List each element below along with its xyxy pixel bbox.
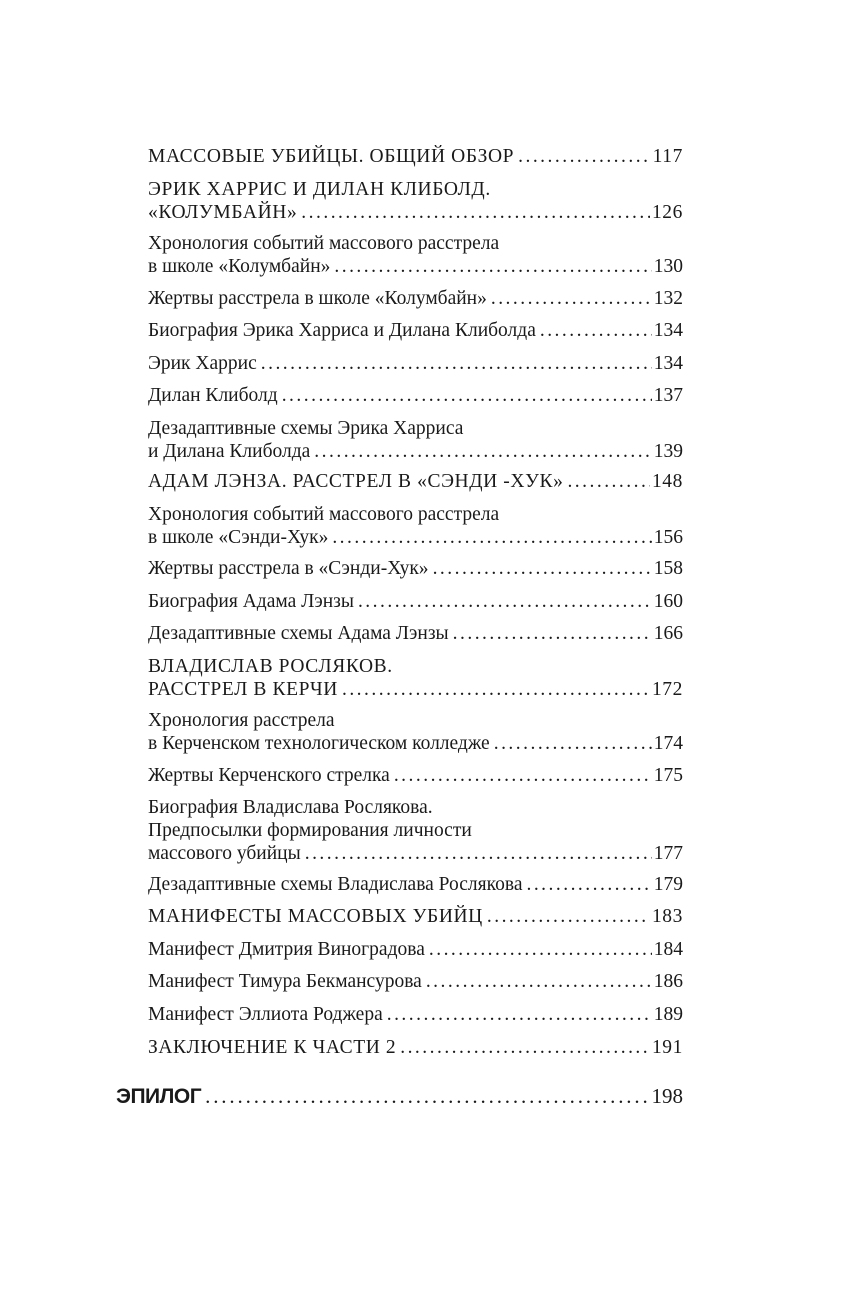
toc-entry-title: Манифест Тимура Бекмансурова — [148, 971, 422, 992]
toc-entry — [148, 622, 683, 645]
toc-entry — [148, 796, 683, 865]
dot-leader — [429, 938, 652, 961]
toc-entry — [148, 764, 683, 787]
dot-leader — [526, 873, 651, 896]
toc-entry-page: 189 — [653, 1004, 683, 1025]
toc-entry-title: МАССОВЫЕ УБИЙЦЫ. ОБЩИЙ ОБЗОР — [148, 146, 515, 167]
toc-entry — [148, 557, 683, 580]
toc-entry-title-line: Хронология событий массового расстрела — [148, 504, 500, 525]
toc-entry — [148, 145, 683, 168]
toc-entry-title: Биография Эрика Харриса и Дилана Клиболда — [148, 320, 536, 341]
toc-entry-title-line: Предпосылки формирования личности — [148, 820, 472, 841]
toc-entry-title-line: Хронология событий массового расстрела — [148, 233, 500, 254]
toc-entry-page: 148 — [651, 471, 683, 492]
dot-leader — [567, 470, 650, 493]
toc-entry — [148, 352, 683, 375]
toc-entry-title: в Керченском технологическом колледже — [148, 733, 490, 754]
toc-entry-title: АДАМ ЛЭНЗА. РАССТРЕЛ В «СЭНДИ -ХУК» — [148, 471, 564, 492]
toc-entry-page: 134 — [653, 320, 683, 341]
toc-entry — [148, 287, 683, 310]
toc-entry-title-line: Биография Владислава Рослякова. — [148, 797, 433, 818]
dot-leader — [358, 590, 652, 613]
toc-entry — [148, 384, 683, 407]
toc-entry — [148, 232, 683, 278]
toc-epilog-entry — [116, 1083, 683, 1110]
dot-leader — [487, 905, 650, 928]
dot-leader — [314, 440, 651, 463]
toc-entry-page: 177 — [653, 843, 683, 864]
toc-entry — [148, 873, 683, 896]
toc-entry-title: массового убийцы — [148, 843, 301, 864]
dot-leader — [433, 557, 652, 580]
dot-leader — [387, 1003, 652, 1026]
dot-leader — [400, 1036, 650, 1059]
toc-entry-page: 179 — [653, 874, 683, 895]
dot-leader — [540, 319, 652, 342]
toc-entry-title: Жертвы расстрела в «Сэнди-Хук» — [148, 558, 429, 579]
toc-entry-page: 134 — [653, 353, 683, 374]
dot-leader — [332, 526, 651, 549]
toc-entry-page: 186 — [653, 971, 683, 992]
toc-entry — [148, 319, 683, 342]
dot-leader — [342, 678, 650, 701]
dot-leader — [494, 732, 652, 755]
toc-entry-page: 184 — [653, 939, 683, 960]
toc-entry-page: 137 — [653, 385, 683, 406]
toc-entry-title: Жертвы расстрела в школе «Колумбайн» — [148, 288, 487, 309]
toc-entry-title: и Дилана Клиболда — [148, 441, 311, 462]
toc-entry — [148, 470, 683, 493]
toc-entry-title: «КОЛУМБАЙН» — [148, 202, 298, 223]
toc-entry-title: в школе «Сэнди-Хук» — [148, 527, 329, 548]
dot-leader — [305, 842, 652, 865]
epilog-page: 198 — [651, 1084, 683, 1108]
dot-leader — [282, 384, 652, 407]
toc-entry-page: 132 — [653, 288, 683, 309]
toc-entry — [148, 590, 683, 613]
toc-entry-title: Эрик Харрис — [148, 353, 257, 374]
toc-entry-title-line: ВЛАДИСЛАВ РОСЛЯКОВ. — [148, 656, 393, 677]
toc-entry-title: ЗАКЛЮЧЕНИЕ К ЧАСТИ 2 — [148, 1037, 397, 1058]
toc-entry-title-line: Хронология расстрела — [148, 710, 335, 731]
dot-leader — [491, 287, 652, 310]
toc-entry — [148, 178, 683, 224]
toc-entry-page: 191 — [651, 1037, 683, 1058]
dot-leader — [426, 970, 652, 993]
toc-entry-title: Жертвы Керченского стрелка — [148, 765, 390, 786]
toc-entry — [148, 1003, 683, 1026]
toc-entry — [148, 938, 683, 961]
toc-entry-page: 183 — [651, 906, 683, 927]
dot-leader — [205, 1083, 649, 1109]
toc-entry — [148, 1036, 683, 1059]
dot-leader — [518, 145, 651, 168]
dot-leader — [301, 201, 650, 224]
toc-entry-page: 156 — [653, 527, 683, 548]
toc-entry-title: МАНИФЕСТЫ МАССОВЫХ УБИЙЦ — [148, 906, 483, 927]
dot-leader — [394, 764, 652, 787]
toc-entry — [148, 905, 683, 928]
toc-entry-page: 166 — [653, 623, 683, 644]
toc-entry-page: 139 — [653, 441, 683, 462]
dot-leader — [334, 255, 651, 278]
toc-entry — [148, 655, 683, 701]
toc-entry — [148, 709, 683, 755]
toc-entry-title-line: Дезадаптивные схемы Эрика Харриса — [148, 418, 464, 439]
toc-entry — [148, 417, 683, 463]
toc-entry-title-line: ЭРИК ХАРРИС И ДИЛАН КЛИБОЛД. — [148, 179, 491, 200]
toc-entry-title: Дилан Клиболд — [148, 385, 278, 406]
toc-entry-page: 174 — [653, 733, 683, 754]
toc-entry-title: в школе «Колумбайн» — [148, 256, 331, 277]
toc-entry — [148, 970, 683, 993]
toc-entry-title: Манифест Эллиота Роджера — [148, 1004, 383, 1025]
toc-entry-page: 126 — [651, 202, 683, 223]
toc-entry-title: РАССТРЕЛ В КЕРЧИ — [148, 679, 338, 700]
toc-entry-page: 175 — [653, 765, 683, 786]
toc-entry-page: 172 — [651, 679, 683, 700]
toc-entry-page: 117 — [652, 146, 683, 167]
epilog-title: ЭПИЛОГ — [116, 1085, 202, 1108]
toc-entry-title: Биография Адама Лэнзы — [148, 591, 354, 612]
toc-entry-page: 130 — [653, 256, 683, 277]
dot-leader — [453, 622, 652, 645]
toc-entry — [148, 503, 683, 549]
toc-entry-title: Манифест Дмитрия Виноградова — [148, 939, 425, 960]
toc-entry-title: Дезадаптивные схемы Владислава Рослякова — [148, 874, 523, 895]
toc-entry-title: Дезадаптивные схемы Адама Лэнзы — [148, 623, 449, 644]
toc-entry-page: 158 — [653, 558, 683, 579]
dot-leader — [261, 352, 652, 375]
toc-entry-page: 160 — [653, 591, 683, 612]
